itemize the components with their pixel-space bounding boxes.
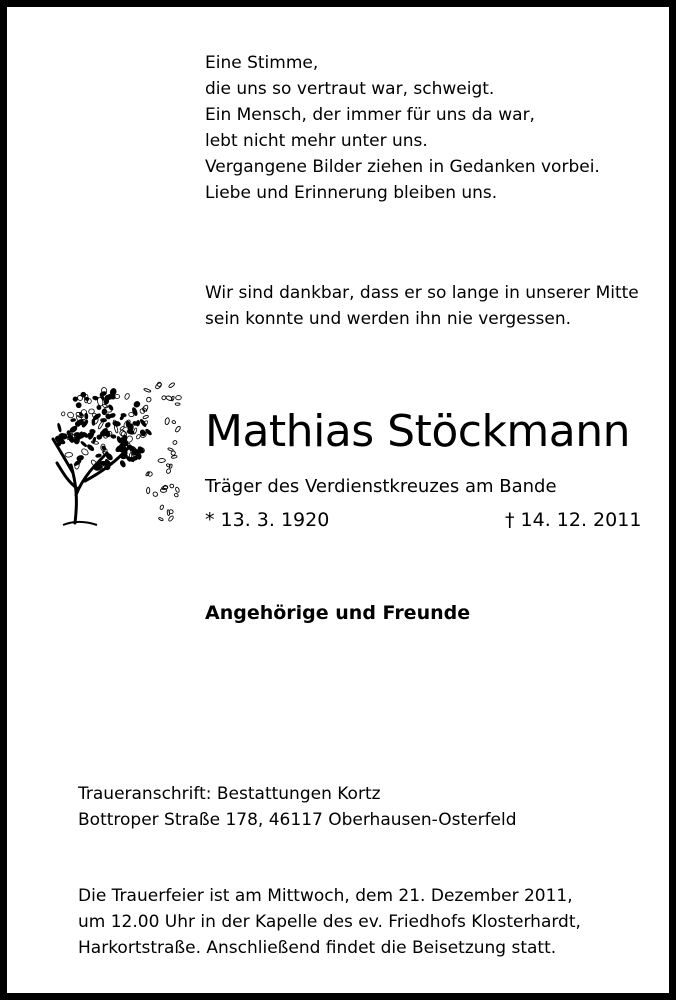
poem-line: die uns so vertraut war, schweigt.: [205, 79, 495, 99]
tree-icon: [45, 373, 185, 533]
honor-title: Träger des Verdienstkreuzes am Bande: [205, 476, 557, 497]
poem-line: Liebe und Erinnerung bleiben uns.: [205, 183, 498, 203]
thanks-line: Wir sind dankbar, dass er so lange in unserer Mitte: [205, 283, 639, 303]
poem: [205, 50, 600, 206]
poem-line: Eine Stimme,: [205, 53, 319, 73]
service-line: um 12.00 Uhr in der Kapelle des ev. Friedhofs Klosterhardt,: [78, 912, 581, 932]
thanks-text: [205, 280, 639, 332]
address-line: Bottroper Straße 178, 46117 Oberhausen-Osterfeld: [78, 810, 517, 830]
poem-line: Vergangene Bilder ziehen in Gedanken vorbei.: [205, 157, 600, 177]
thanks-line: sein konnte und werden ihn nie vergessen.: [205, 309, 572, 329]
death-date: † 14. 12. 2011: [505, 509, 642, 531]
poem-line: Ein Mensch, der immer für uns da war,: [205, 105, 535, 125]
mourning-address: [78, 781, 517, 833]
poem-line: lebt nicht mehr unter uns.: [205, 131, 428, 151]
mourners-signature: Angehörige und Freunde: [205, 602, 471, 624]
deceased-name: Mathias Stöckmann: [205, 406, 631, 457]
funeral-service-info: [78, 883, 581, 961]
service-line: Die Trauerfeier ist am Mittwoch, dem 21. Dezember 2011,: [78, 886, 573, 906]
birth-date: * 13. 3. 1920: [205, 509, 330, 531]
address-line: Traueranschrift: Bestattungen Kortz: [78, 784, 381, 804]
service-line: Harkortstraße. Anschließend findet die Beisetzung statt.: [78, 938, 557, 958]
